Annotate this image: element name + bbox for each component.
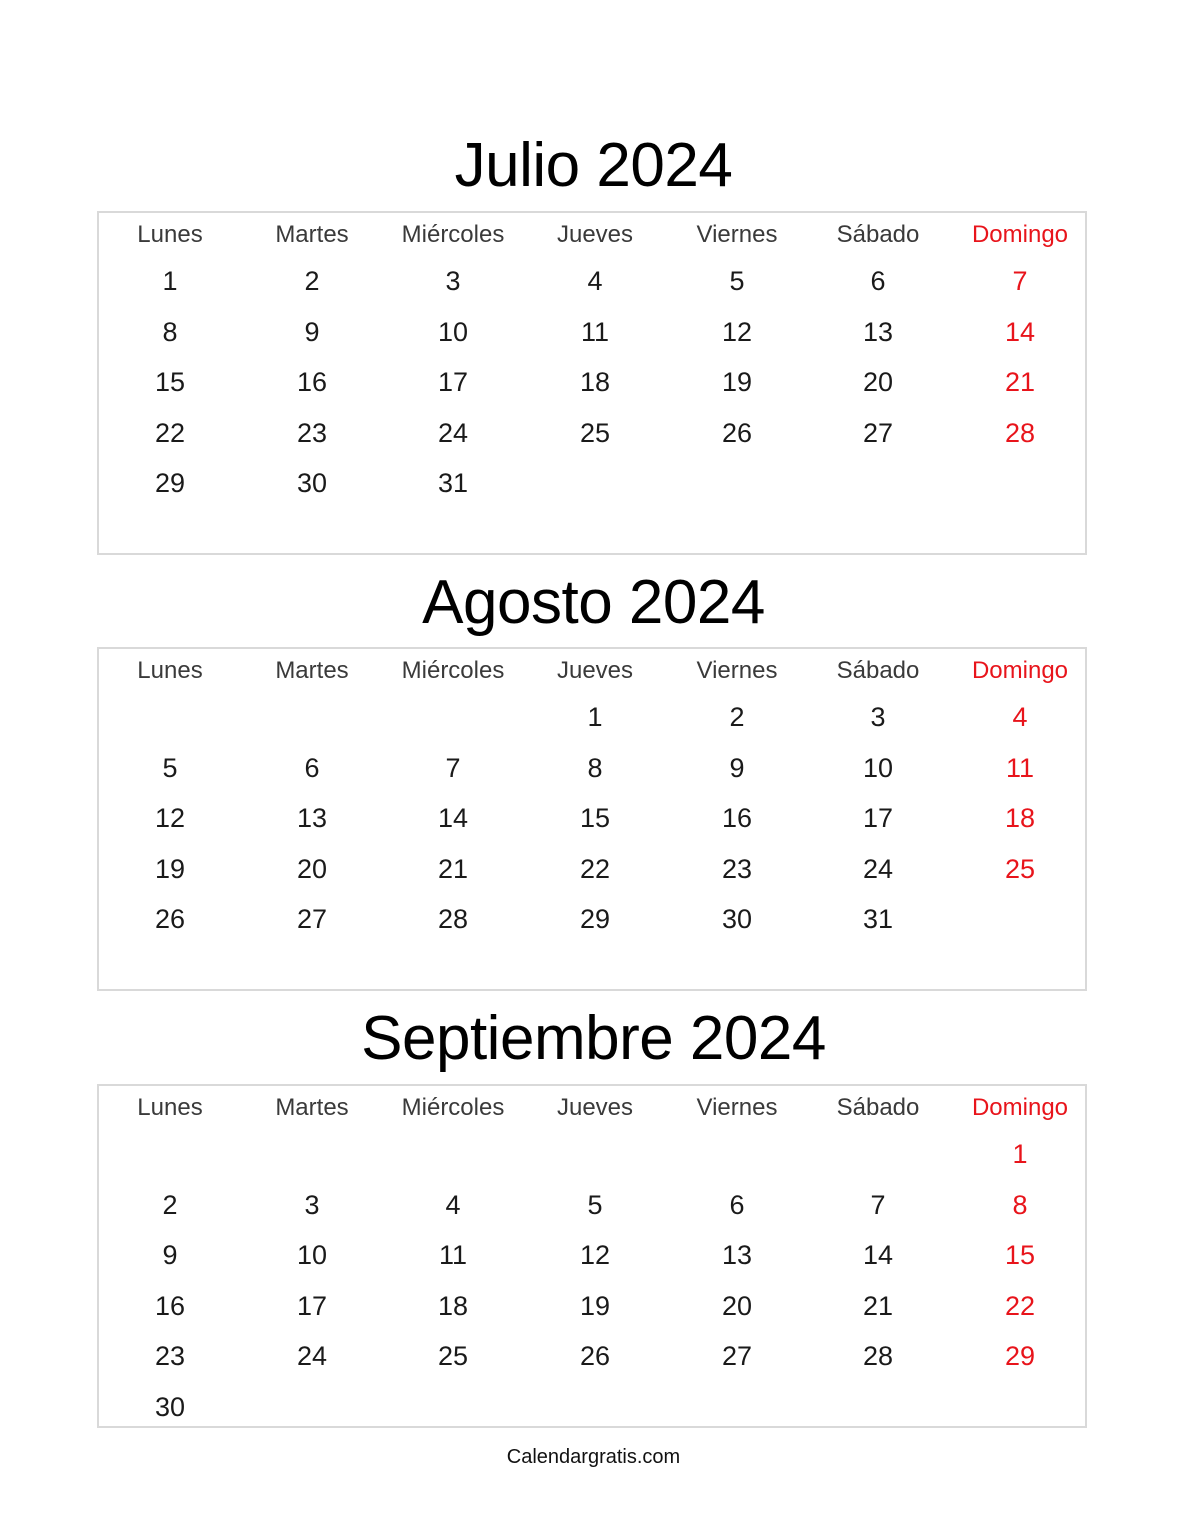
weekday-header: Viernes (696, 657, 778, 684)
day-cell: 19 (579, 1290, 611, 1321)
month-grid (97, 211, 1087, 555)
day-cell: 8 (162, 316, 178, 347)
day-cell: 23 (721, 853, 753, 884)
day-cell: 28 (437, 904, 469, 934)
day-cell: 31 (862, 904, 894, 934)
footer-site-name[interactable]: Calendargratis.com (506, 1446, 681, 1468)
day-cell: 8 (587, 752, 603, 783)
day-cell: 17 (437, 367, 469, 397)
day-cell: 12 (154, 803, 186, 833)
day-cell: 4 (587, 266, 603, 296)
day-cell: 11 (1005, 752, 1035, 783)
day-cell: 27 (862, 417, 894, 448)
weekday-header: Lunes (137, 657, 203, 684)
day-cell: 15 (579, 803, 611, 833)
day-cell: 5 (729, 266, 745, 296)
day-cell: 10 (862, 752, 894, 783)
day-cell: 20 (296, 853, 328, 884)
day-cell: 28 (1004, 417, 1036, 448)
day-cell: 7 (870, 1189, 886, 1220)
day-cell: 25 (1004, 853, 1036, 884)
weekday-header: Miércoles (401, 657, 505, 684)
day-cell: 17 (296, 1290, 328, 1321)
day-cell: 19 (721, 367, 753, 397)
month-title: Julio 2024 (454, 131, 733, 200)
weekday-header: Domingo (971, 221, 1069, 248)
weekday-header: Domingo (971, 1094, 1069, 1121)
day-cell: 11 (580, 316, 610, 347)
day-cell: 2 (304, 266, 320, 296)
day-cell: 4 (445, 1189, 461, 1220)
day-cell: 7 (1012, 266, 1028, 296)
day-cell: 13 (296, 803, 328, 833)
day-cell: 29 (579, 904, 611, 934)
day-cell: 4 (1012, 702, 1028, 732)
weekday-header: Jueves (556, 657, 634, 684)
day-cell: 9 (162, 1240, 178, 1270)
day-cell: 24 (437, 417, 469, 448)
weekday-header: Sábado (836, 221, 920, 248)
day-cell: 24 (862, 853, 894, 884)
day-cell: 12 (721, 316, 753, 347)
day-cell: 1 (162, 266, 178, 296)
day-cell: 16 (154, 1290, 186, 1321)
weekday-header: Jueves (556, 221, 634, 248)
weekday-header: Viernes (696, 1094, 778, 1121)
day-cell: 14 (437, 803, 469, 833)
day-cell: 7 (445, 752, 461, 783)
day-cell: 28 (862, 1341, 894, 1371)
day-cell: 22 (1004, 1290, 1036, 1321)
day-cell: 12 (579, 1240, 611, 1270)
day-cell: 23 (154, 1341, 186, 1371)
day-cell: 31 (437, 468, 469, 498)
day-cell: 21 (862, 1290, 894, 1321)
day-cell: 15 (1004, 1240, 1036, 1270)
weekday-header: Martes (275, 1094, 349, 1121)
day-cell: 21 (1004, 367, 1036, 397)
day-cell: 6 (729, 1189, 745, 1220)
day-cell: 14 (1004, 316, 1036, 347)
day-cell: 5 (162, 752, 178, 783)
day-cell: 18 (1004, 803, 1036, 833)
day-cell: 25 (579, 417, 611, 448)
weekday-header: Sábado (836, 1094, 920, 1121)
day-cell: 30 (154, 1391, 186, 1422)
month-grid (97, 1084, 1087, 1428)
day-cell: 10 (437, 316, 469, 347)
day-cell: 3 (870, 702, 886, 732)
day-cell: 25 (437, 1341, 469, 1371)
day-cell: 16 (296, 367, 328, 397)
day-cell: 10 (296, 1240, 328, 1270)
day-cell: 23 (296, 417, 328, 448)
day-cell: 15 (154, 367, 186, 397)
day-cell: 16 (721, 803, 753, 833)
weekday-header: Jueves (556, 1094, 634, 1121)
weekday-header: Lunes (137, 221, 203, 248)
weekday-header: Viernes (696, 221, 778, 248)
day-cell: 18 (437, 1290, 469, 1321)
month-title: Septiembre 2024 (361, 1004, 826, 1073)
day-cell: 1 (1012, 1139, 1028, 1169)
weekday-header: Miércoles (401, 221, 505, 248)
day-cell: 11 (438, 1240, 468, 1270)
day-cell: 22 (579, 853, 611, 884)
weekday-header: Lunes (137, 1094, 203, 1121)
day-cell: 5 (587, 1189, 603, 1220)
day-cell: 3 (445, 266, 461, 296)
day-cell: 13 (721, 1240, 753, 1270)
weekday-header: Miércoles (401, 1094, 505, 1121)
day-cell: 18 (579, 367, 611, 397)
weekday-header: Sábado (836, 657, 920, 684)
day-cell: 21 (437, 853, 469, 884)
day-cell: 22 (154, 417, 186, 448)
day-cell: 8 (1012, 1189, 1028, 1220)
day-cell: 2 (162, 1189, 178, 1220)
day-cell: 24 (296, 1341, 328, 1371)
day-cell: 14 (862, 1240, 894, 1270)
weekday-header: Martes (275, 657, 349, 684)
day-cell: 29 (154, 468, 186, 498)
day-cell: 26 (154, 904, 186, 934)
day-cell: 13 (862, 316, 894, 347)
day-cell: 19 (154, 853, 186, 884)
day-cell: 6 (870, 266, 886, 296)
day-cell: 9 (729, 752, 745, 783)
day-cell: 30 (721, 904, 753, 934)
day-cell: 3 (304, 1189, 320, 1220)
month-title: Agosto 2024 (422, 568, 765, 637)
day-cell: 9 (304, 316, 320, 347)
day-cell: 27 (721, 1341, 753, 1371)
day-cell: 20 (721, 1290, 753, 1321)
day-cell: 6 (304, 752, 320, 783)
day-cell: 20 (862, 367, 894, 397)
day-cell: 30 (296, 468, 328, 498)
day-cell: 1 (587, 702, 603, 732)
day-cell: 26 (579, 1341, 611, 1371)
day-cell: 29 (1004, 1341, 1036, 1371)
month-grid (97, 647, 1087, 991)
day-cell: 2 (729, 702, 745, 732)
weekday-header: Domingo (971, 657, 1069, 684)
day-cell: 27 (296, 904, 328, 934)
day-cell: 17 (862, 803, 894, 833)
weekday-header: Martes (275, 221, 349, 248)
day-cell: 26 (721, 417, 753, 448)
